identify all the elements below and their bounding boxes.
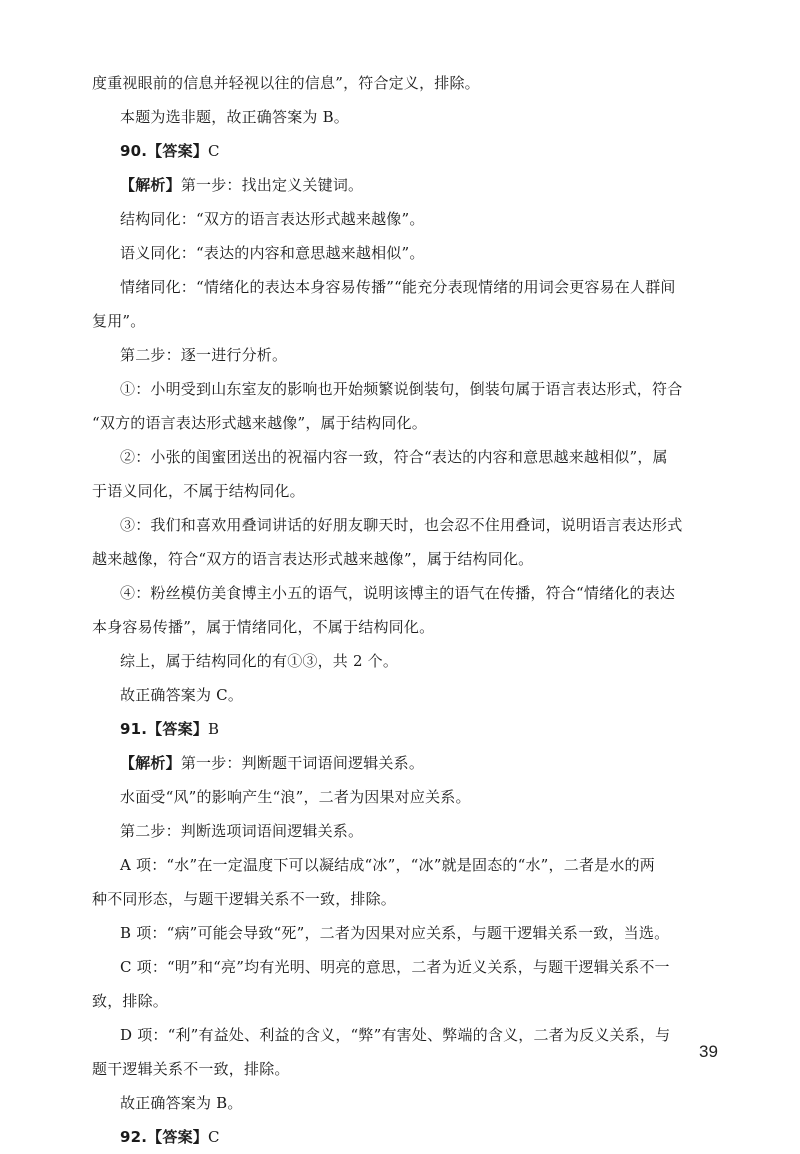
text-line: 故正确答案为 C。 [120, 686, 244, 704]
text-line: 故正确答案为 B。 [120, 1094, 243, 1112]
analysis-label: 【解析】 [120, 754, 181, 772]
answer-value: B [207, 720, 220, 738]
text-line: 本题为选非题，故正确答案为 B。 [120, 108, 349, 126]
text-line: ①：小明受到山东室友的影响也开始频繁说倒装句，倒装句属于语言表达形式，符合 [120, 380, 683, 398]
analysis-line [92, 746, 712, 780]
answer-label: 91.【答案】 [120, 720, 208, 738]
answer-line [92, 1120, 712, 1154]
text-line: C 项：“明”和“亮”均有光明、明亮的意思，二者为近义关系，与题干逻辑关系不一 [120, 958, 670, 976]
analysis-text: 第一步：找出定义关键词。 [180, 176, 364, 194]
text-line: ③：我们和喜欢用叠词讲话的好朋友聊天时，也会忍不住用叠词，说明语言表达形式 [120, 516, 683, 534]
text-line: 第二步：逐一进行分析。 [120, 346, 288, 364]
text-line: “双方的语言表达形式越来越像”，属于结构同化。 [92, 414, 427, 432]
text-line: 题干逻辑关系不一致，排除。 [92, 1060, 290, 1078]
text-line: 水面受“风”的影响产生“浪”，二者为因果对应关系。 [120, 788, 471, 806]
text-line: 本身容易传播”，属于情绪同化，不属于结构同化。 [92, 618, 435, 636]
document-body [92, 66, 712, 1154]
answer-value: C [207, 1128, 220, 1146]
text-line: 情绪同化：“情绪化的表达本身容易传播”“能充分表现情绪的用词会更容易在人群间 [120, 278, 676, 296]
text-line: 第二步：判断选项词语间逻辑关系。 [120, 822, 364, 840]
page-number: 39 [699, 1042, 718, 1061]
answer-line [92, 134, 712, 168]
answer-line [92, 712, 712, 746]
text-line: ②：小张的闺蜜团送出的祝福内容一致，符合“表达的内容和意思越来越相似”，属 [120, 448, 668, 466]
text-line: 种不同形态，与题干逻辑关系不一致，排除。 [92, 890, 397, 908]
text-line: 语义同化：“表达的内容和意思越来越相似”。 [120, 244, 425, 262]
answer-label: 92.【答案】 [120, 1128, 208, 1146]
text-line: 越来越像，符合“双方的语言表达形式越来越像”，属于结构同化。 [92, 550, 534, 568]
text-line: A 项：“水”在一定温度下可以凝结成“冰”，“冰”就是固态的“水”，二者是水的两 [120, 856, 655, 874]
answer-value: C [207, 142, 220, 160]
analysis-label: 【解析】 [120, 176, 181, 194]
text-line: 度重视眼前的信息并轻视以往的信息”，符合定义，排除。 [92, 74, 480, 92]
analysis-line [92, 168, 712, 202]
text-line: 致，排除。 [92, 992, 169, 1010]
answer-label: 90.【答案】 [120, 142, 208, 160]
analysis-text: 第一步：判断题干词语间逻辑关系。 [180, 754, 425, 772]
text-line: D 项：“利”有益处、利益的含义，“弊”有害处、弊端的含义，二者为反义关系，与 [120, 1026, 671, 1044]
text-line: 综上，属于结构同化的有①③，共 2 个。 [120, 652, 399, 670]
text-line: 复用”。 [92, 312, 146, 330]
text-line: ④：粉丝模仿美食博主小五的语气，说明该博主的语气在传播，符合“情绪化的表达 [120, 584, 676, 602]
text-line: B 项：“病”可能会导致“死”，二者为因果对应关系，与题干逻辑关系一致，当选。 [120, 924, 670, 942]
text-line: 结构同化：“双方的语言表达形式越来越像”。 [120, 210, 425, 228]
text-line: 于语义同化，不属于结构同化。 [92, 482, 305, 500]
